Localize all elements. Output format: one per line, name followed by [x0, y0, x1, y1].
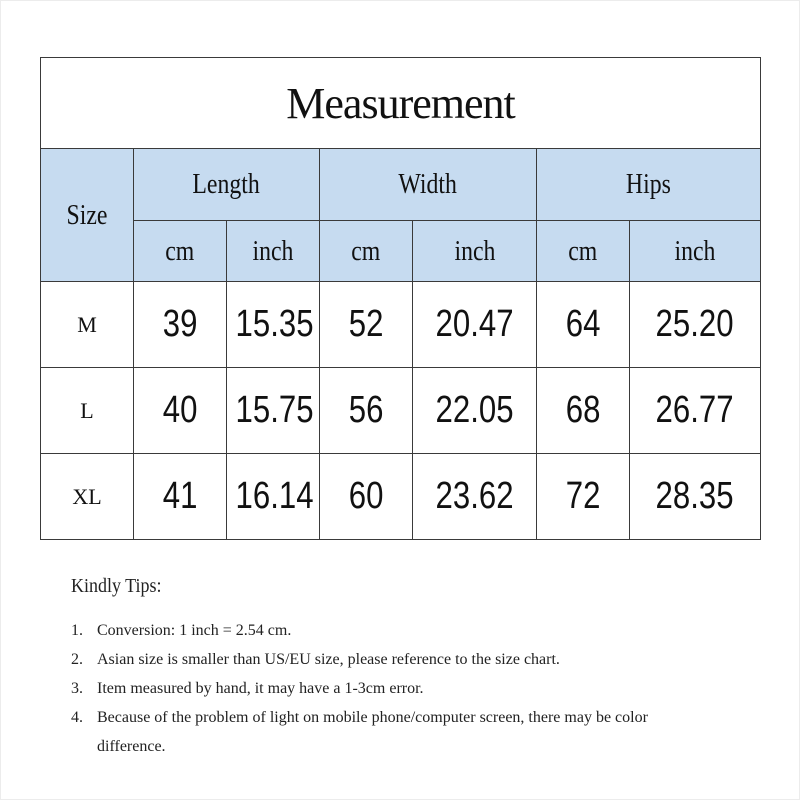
size-column-header: Size	[41, 149, 134, 282]
table-cell: 41	[134, 454, 227, 540]
table-cell: 15.75	[227, 368, 320, 454]
table-row	[41, 454, 761, 540]
tip-number: 3.	[71, 680, 83, 697]
table-cell: 56	[320, 368, 413, 454]
table-cell: 60	[320, 454, 413, 540]
table-cell: 28.35	[630, 454, 761, 540]
tip-number: 1.	[71, 622, 83, 639]
table-cell: 16.14	[227, 454, 320, 540]
kindly-tips	[71, 575, 711, 761]
size-label: XL	[41, 454, 134, 540]
unit-header-width-cm: cm	[320, 221, 413, 282]
table-row	[41, 368, 761, 454]
table-row	[41, 282, 761, 368]
table-cell: 15.35	[227, 282, 320, 368]
length-group-header: Length	[134, 149, 320, 221]
unit-header-width-inch: inch	[413, 221, 537, 282]
unit-header-length-cm: cm	[134, 221, 227, 282]
unit-header-hips-cm: cm	[537, 221, 630, 282]
tip-text: Because of the problem of light on mobile phone/computer screen, there may be color difference.	[97, 709, 648, 755]
unit-header-length-inch: inch	[227, 221, 320, 282]
table-cell: 40	[134, 368, 227, 454]
list-item	[71, 645, 711, 674]
tip-text: Asian size is smaller than US/EU size, please reference to the size chart.	[97, 651, 560, 668]
table-cell: 52	[320, 282, 413, 368]
list-item	[71, 616, 711, 645]
size-label: M	[41, 282, 134, 368]
tips-list	[71, 616, 711, 761]
table-cell: 68	[537, 368, 630, 454]
table-cell: 20.47	[413, 282, 537, 368]
size-label: L	[41, 368, 134, 454]
list-item	[71, 703, 711, 761]
size-chart-table	[40, 57, 761, 540]
table-cell: 26.77	[630, 368, 761, 454]
tips-title: Kindly Tips:	[71, 575, 162, 597]
table-cell: 23.62	[413, 454, 537, 540]
table-cell: 39	[134, 282, 227, 368]
table-cell: 72	[537, 454, 630, 540]
table-cell: 25.20	[630, 282, 761, 368]
table-cell: 64	[537, 282, 630, 368]
width-group-header: Width	[320, 149, 537, 221]
tip-text: Conversion: 1 inch = 2.54 cm.	[97, 622, 292, 639]
table-title: Measurement	[41, 58, 761, 149]
tip-number: 2.	[71, 651, 83, 668]
list-item	[71, 674, 711, 703]
hips-group-header: Hips	[537, 149, 761, 221]
tip-text: Item measured by hand, it may have a 1-3cm error.	[97, 680, 424, 697]
table-cell: 22.05	[413, 368, 537, 454]
unit-header-hips-inch: inch	[630, 221, 761, 282]
tip-number: 4.	[71, 709, 83, 726]
